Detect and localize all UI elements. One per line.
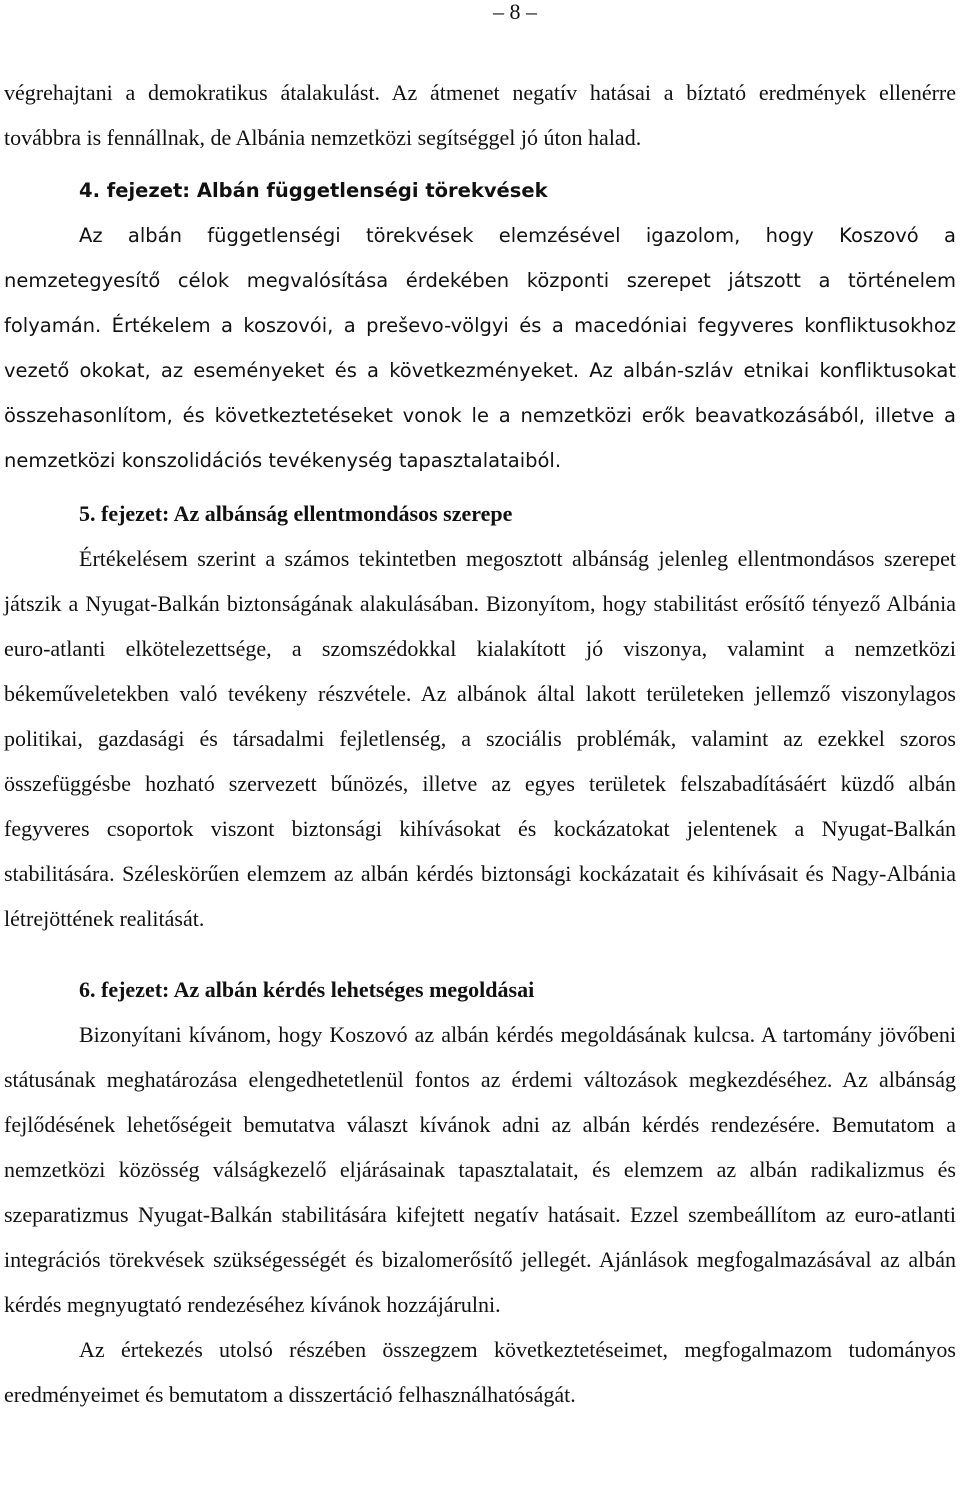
spacer [4,160,956,168]
spacer [4,941,956,967]
chapter-4-heading: 4. fejezet: Albán függetlenségi törekvések [79,179,548,202]
document-body [4,70,956,1417]
chapter-4-body: Az albán függetlenségi törekvések elemzésével igazolom, hogy Koszovó a nemzetegyesítő célok megvalósítása érdekében központi szerepet játszott a történelem folyamán. Értékelem a koszovói, a preševo-völgyi és a macedóniai fegyveres konfliktusokhoz vezető okokat, az eseményeket és a következményeket. Az albán-szláv etnikai konfliktusokat összehasonlítom, és következtetéseket vonok le a nemzetközi erők beavatkozásából, illetve a nemzetközi konszolidációs tevékenység tapasztalataiból. [4,224,956,472]
chapter-6-body: Bizonyítani kívánom, hogy Koszovó az albán kérdés megoldásának kulcsa. A tartomány jövőbeni státusának meghatározása elengedhetetlenül fontos az érdemi változások megkezdéséhez. Az albánság fejlődésének lehetőségeit bemutatva választ kívánok adni az albán kérdés rendezésére. Bemutatom a nemzetközi közösség válságkezelő eljárásainak tapasztalatait, és elemzem az albán radikalizmus és szeparatizmus Nyugat-Balkán stabilitására kifejtett negatív hatásait. Ezzel szembeállítom az euro-atlanti integrációs törekvések szükségességét és bizalomerősítő jellegét. Ajánlások megfogalmazásával az albán kérdés megnyugtató rendezéséhez kívánok hozzájárulni. [4,1022,956,1317]
chapter-5-body: Értékelésem szerint a számos tekintetben megosztott albánság jelenleg ellentmondásos szerepet játszik a Nyugat-Balkán biztonságának alakulásában. Bizonyítom, hogy stabilitást erősítő tényező Albánia euro-atlanti elkötelezettsége, a szomszédokkal kialakított jó viszonya, valamint a nemzetközi békeműveletekben való tevékeny részvétele. Az albánok által lakott területeken jellemző viszonylagos politikai, gazdasági és társadalmi fejletlenség, a szociális problémák, valamint az ezekkel szoros összefüggésbe hozható szervezett bűnözés, illetve az egyes területek felszabadításáért küzdő albán fegyveres csoportok viszont biztonsági kihívásokat és kockázatokat jelentenek a Nyugat-Balkán stabilitására. Széleskörűen elemzem az albán kérdés biztonsági kockázatait és kihívásait és Nagy-Albánia létrejöttének realitását. [4,546,956,931]
final-paragraph: Az értekezés utolsó részében összegzem következtetéseimet, megfogalmazom tudományos eredményeimet és bemutatom a disszertáció felhasználhatóságát. [4,1337,956,1407]
chapter-5-heading: 5. fejezet: Az albánság ellentmondásos szerepe [79,501,513,526]
chapter-6-heading: 6. fejezet: Az albán kérdés lehetséges megoldásai [79,977,535,1002]
spacer [4,483,956,491]
page-number: – 8 – [493,0,537,24]
intro-paragraph: végrehajtani a demokratikus átalakulást. Az átmenet negatív hatásai a bíztató eredmények ellenérre továbbra is fennállnak, de Albánia nemzetközi segítséggel jó úton halad. [4,80,956,150]
